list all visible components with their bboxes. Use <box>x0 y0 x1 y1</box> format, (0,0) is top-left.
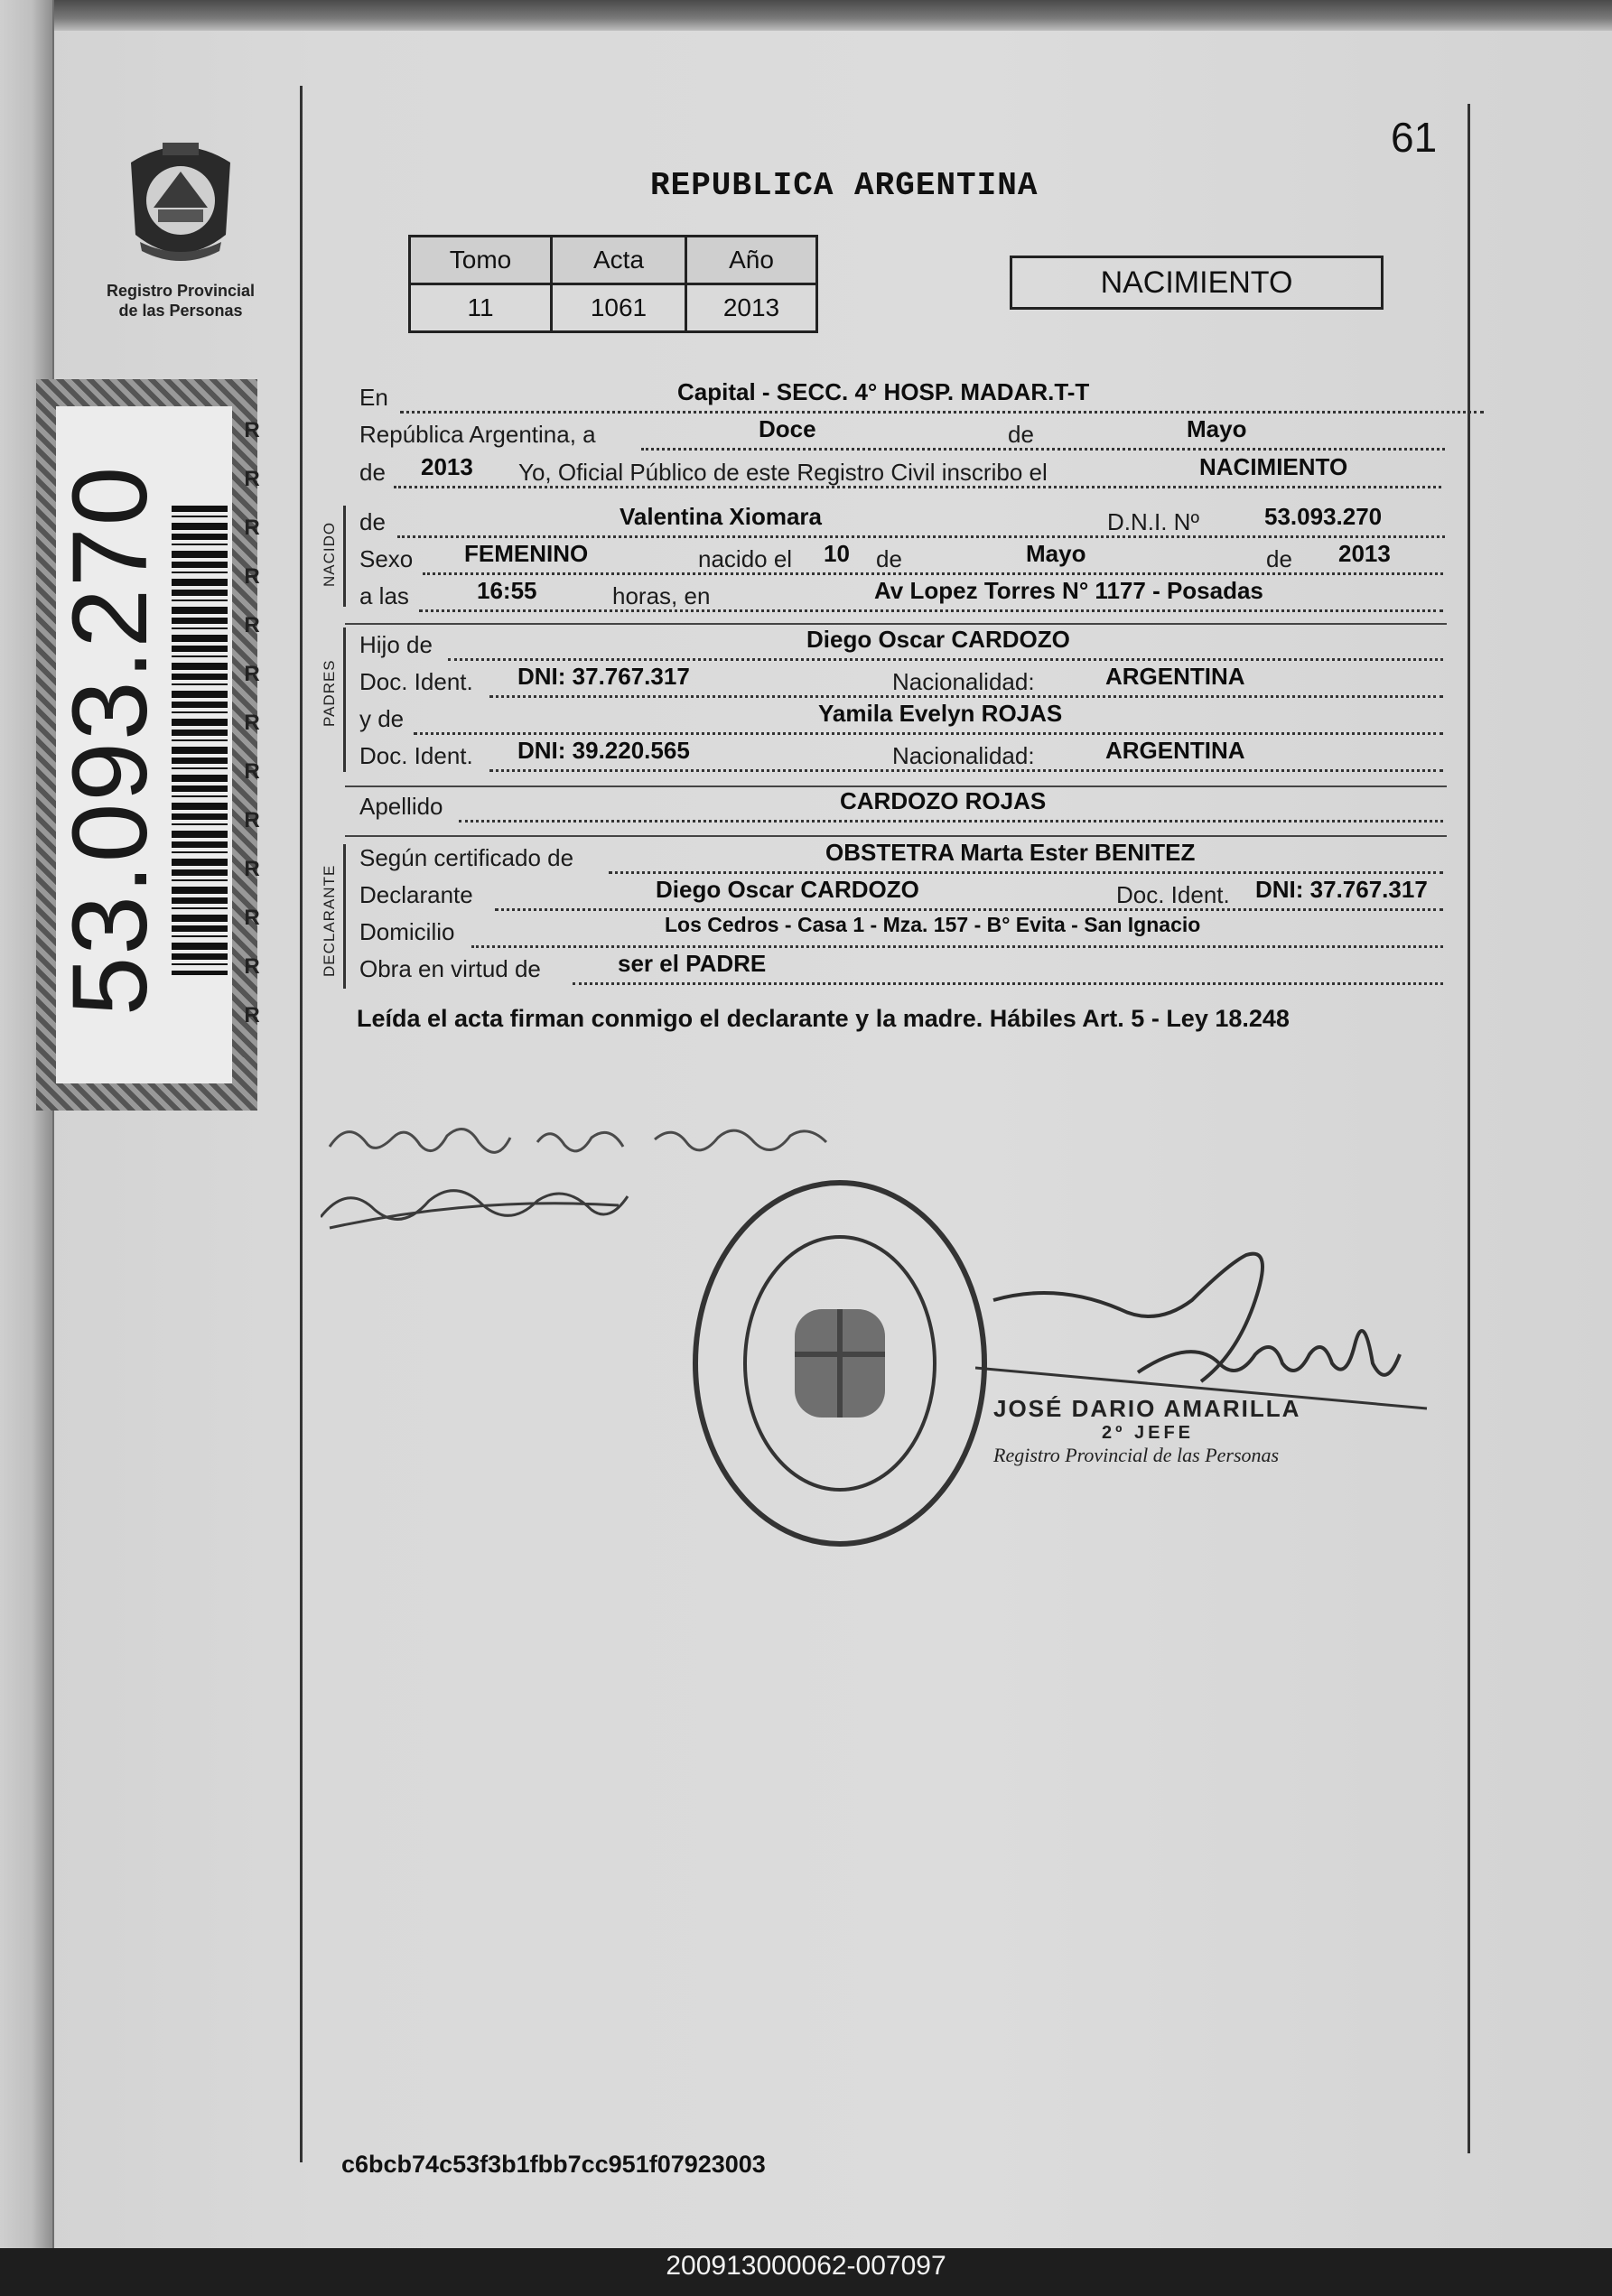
acta-value: 1061 <box>552 284 686 332</box>
father-nationality-value: ARGENTINA <box>1105 663 1245 690</box>
place-value: Capital - SECC. 4° HOSP. MADAR.T-T <box>677 378 1090 405</box>
mother-doc-value: DNI: 39.220.565 <box>517 737 690 764</box>
footer-id: 200913000062-007097 <box>666 2251 946 2281</box>
crest-block <box>99 135 262 334</box>
birth-place-value: Av Lopez Torres N° 1177 - Posadas <box>874 577 1263 604</box>
row-mother-doc <box>359 737 1443 776</box>
acting-label: Obra en virtud de <box>359 955 541 982</box>
official-role: 2º JEFE <box>1102 1423 1195 1443</box>
act-type-box: NACIMIENTO <box>1010 256 1384 310</box>
barcode-label <box>51 406 232 1083</box>
provincial-crest-icon <box>113 135 248 271</box>
child-of-label: Hijo de <box>359 631 433 658</box>
section-label-parents: PADRES <box>321 659 338 727</box>
at-label: a las <box>359 582 409 609</box>
acta-header: Acta <box>552 237 686 284</box>
father-nationality-label: Nacionalidad: <box>892 668 1035 695</box>
birth-de-label: de <box>876 545 902 572</box>
certificate-by-value: OBSTETRA Marta Ester BENITEZ <box>825 839 1196 866</box>
de-label: de <box>1008 421 1034 448</box>
official-text: Yo, Oficial Público de este Registro Civil inscribo el <box>518 459 1048 486</box>
separator-surname <box>345 835 1447 837</box>
row-official <box>359 453 1443 493</box>
row-surname <box>359 787 1443 827</box>
hours-label: horas, en <box>612 582 711 609</box>
month-value: Mayo <box>1187 415 1247 442</box>
father-doc-value: DNI: 37.767.317 <box>517 663 690 690</box>
barcode-r-letters: RRRRRRRRRRRRR <box>244 418 260 1027</box>
section-bar-declarant <box>343 844 346 989</box>
tomo-header: Tomo <box>410 237 552 284</box>
separator-born <box>345 623 1447 625</box>
row-declarant <box>359 876 1443 916</box>
en-label: En <box>359 384 388 411</box>
row-place <box>359 378 1443 418</box>
declarant-label: Declarante <box>359 881 473 908</box>
country-title: REPUBLICA ARGENTINA <box>650 167 1039 204</box>
document-hash: c6bcb74c53f3b1fbb7cc951f07923003 <box>341 2151 766 2178</box>
day-word-value: Doce <box>759 415 816 442</box>
page-number: 61 <box>1391 114 1438 161</box>
anio-value: 2013 <box>686 284 817 332</box>
sex-label: Sexo <box>359 545 414 572</box>
row-child-name <box>359 503 1443 543</box>
father-name-value: Diego Oscar CARDOZO <box>806 626 1070 653</box>
surname-value: CARDOZO ROJAS <box>840 787 1047 814</box>
mother-nationality-label: Nacionalidad: <box>892 742 1035 769</box>
section-label-declarant: DECLARANTE <box>321 864 338 977</box>
section-bar-parents <box>343 627 346 772</box>
child-dni-value: 53.093.270 <box>1264 503 1383 530</box>
year-value: 2013 <box>421 453 473 480</box>
crest-caption-line2: de las Personas <box>118 302 243 320</box>
dni-label: D.N.I. Nº <box>1107 508 1199 535</box>
act-kind-value: NACIMIENTO <box>1199 453 1348 480</box>
birth-year-value: 2013 <box>1338 540 1391 567</box>
official-seal-icon <box>686 1174 993 1553</box>
born-label: nacido el <box>698 545 793 572</box>
official-name: JOSÉ DARIO AMARILLA <box>993 1395 1301 1422</box>
page-fold <box>0 0 54 2248</box>
declarant-doc-label: Doc. Ident. <box>1116 881 1230 908</box>
and-label: y de <box>359 705 405 732</box>
year-label: de <box>359 459 386 486</box>
tomo-value: 11 <box>410 284 552 332</box>
official-office: Registro Provincial de las Personas <box>993 1444 1280 1466</box>
birth-year-label: de <box>1266 545 1292 572</box>
crest-caption-line1: Registro Provincial <box>106 282 256 300</box>
row-acting <box>359 950 1443 990</box>
mother-nationality-value: ARGENTINA <box>1105 737 1245 764</box>
birth-day-value: 10 <box>824 540 850 567</box>
row-father-doc <box>359 663 1443 702</box>
row-date <box>359 415 1443 455</box>
republic-label: República Argentina, a <box>359 421 596 448</box>
row-certificate <box>359 839 1443 878</box>
declarant-name-value: Diego Oscar CARDOZO <box>656 876 919 903</box>
official-signature-block <box>993 1395 1445 1467</box>
mother-name-value: Yamila Evelyn ROJAS <box>818 700 1063 727</box>
barcode-number: 53.093.270 <box>51 464 170 1017</box>
birth-month-value: Mayo <box>1026 540 1086 567</box>
section-bar-born <box>343 506 346 607</box>
frame-left-rule <box>300 86 303 2162</box>
mother-doc-label: Doc. Ident. <box>359 742 473 769</box>
child-name-value: Valentina Xiomara <box>620 503 822 530</box>
register-table <box>408 235 818 333</box>
de-name-label: de <box>359 508 386 535</box>
surname-label: Apellido <box>359 793 443 820</box>
row-time-place <box>359 577 1443 617</box>
barcode-sticker <box>36 379 257 1111</box>
certificate-label: Según certificado de <box>359 844 574 871</box>
barcode-bars-icon <box>172 506 228 975</box>
address-label: Domicilio <box>359 918 455 945</box>
sex-value: FEMENINO <box>464 540 589 567</box>
row-sex-birth <box>359 540 1443 580</box>
birth-time-value: 16:55 <box>477 577 537 604</box>
acting-as-value: ser el PADRE <box>618 950 767 977</box>
row-address <box>359 913 1443 953</box>
row-father <box>359 626 1443 665</box>
address-value: Los Cedros - Casa 1 - Mza. 157 - B° Evita - San Ignacio <box>665 913 1201 936</box>
row-mother <box>359 700 1443 739</box>
closing-statement: Leída el acta firman conmigo el declarante y la madre. Hábiles Art. 5 - Ley 18.248 <box>357 1005 1290 1032</box>
declarant-doc-value: DNI: 37.767.317 <box>1255 876 1428 903</box>
anio-header: Año <box>686 237 817 284</box>
scan-shadow <box>0 0 1612 31</box>
father-doc-label: Doc. Ident. <box>359 668 473 695</box>
section-label-born: NACIDO <box>321 521 338 587</box>
